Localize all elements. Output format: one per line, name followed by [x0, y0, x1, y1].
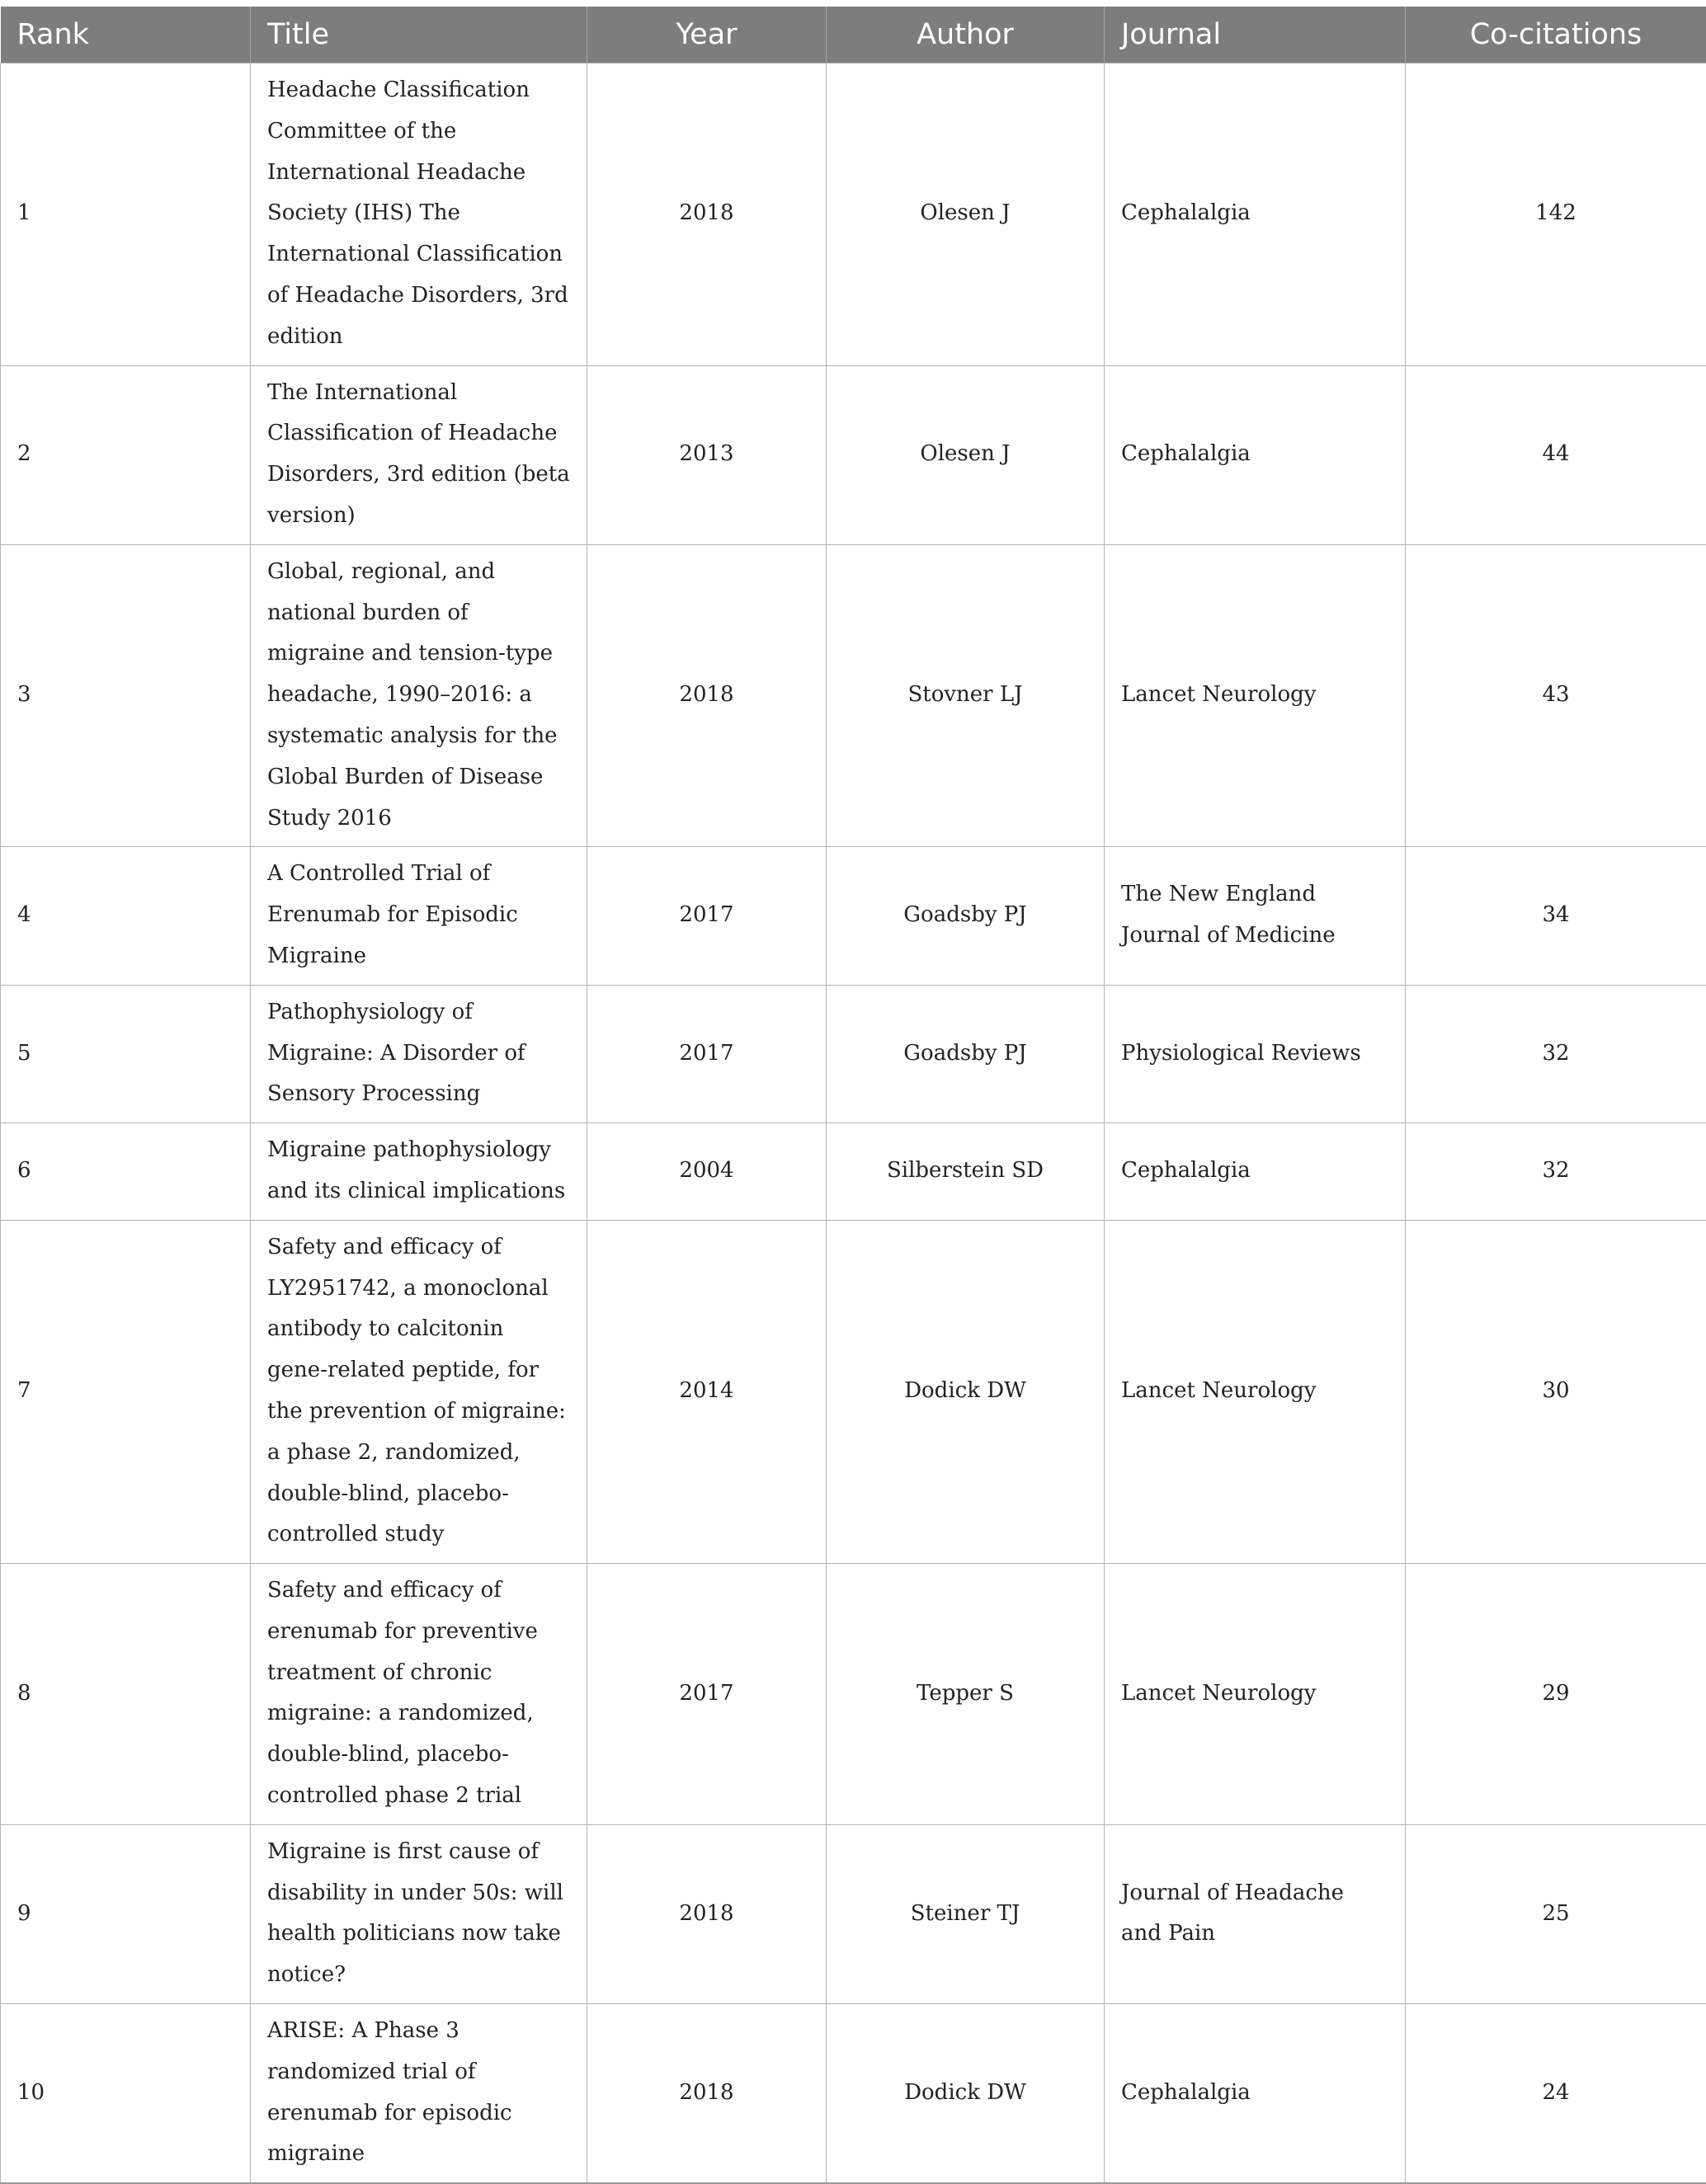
title-cell: A Controlled Trial of Erenumab for Episodic Migraine [251, 847, 587, 985]
year-cell: 2018 [587, 64, 827, 366]
journal-cell: The New England Journal of Medicine [1105, 847, 1406, 985]
cocitations-cell: 43 [1406, 544, 1706, 847]
year-cell: 2017 [587, 985, 827, 1123]
author-cell: Dodick DW [827, 2004, 1105, 2184]
cocitations-cell: 34 [1406, 847, 1706, 985]
year-cell: 2018 [587, 1824, 827, 2003]
cocitations-cell: 24 [1406, 2004, 1706, 2184]
author-cell: Olesen J [827, 64, 1105, 366]
table-row [1, 544, 1706, 847]
author-cell: Stovner LJ [827, 544, 1105, 847]
title-cell: The International Classification of Headache Disorders, 3rd edition (beta version) [251, 365, 587, 544]
journal-cell: Cephalalgia [1105, 365, 1406, 544]
co-citation-table [0, 7, 1706, 2184]
author-cell: Goadsby PJ [827, 847, 1105, 985]
title-cell: Safety and efficacy of erenumab for preventive treatment of chronic migraine: a randomized, double-blind, placebo-controlled phase 2 trial [251, 1564, 587, 1825]
table-row [1, 847, 1706, 985]
cocitations-cell: 29 [1406, 1564, 1706, 1825]
cocitations-cell: 44 [1406, 365, 1706, 544]
header-cocitations: Co-citations [1406, 7, 1706, 64]
year-cell: 2004 [587, 1123, 827, 1221]
author-cell: Steiner TJ [827, 1824, 1105, 2003]
cocitations-cell: 30 [1406, 1220, 1706, 1563]
table-row [1, 1564, 1706, 1825]
rank-cell: 1 [1, 64, 251, 366]
year-cell: 2013 [587, 365, 827, 544]
journal-cell: Journal of Headache and Pain [1105, 1824, 1406, 2003]
author-cell: Dodick DW [827, 1220, 1105, 1563]
author-cell: Tepper S [827, 1564, 1105, 1825]
header-title: Title [251, 7, 587, 64]
rank-cell: 8 [1, 1564, 251, 1825]
rank-cell: 4 [1, 847, 251, 985]
title-cell: Safety and efficacy of LY2951742, a monoclonal antibody to calcitonin gene-related peptide, for the prevention of migraine: a phase 2, randomized, double-blind, placebo-controlled study [251, 1220, 587, 1563]
table-row [1, 365, 1706, 544]
title-cell: Global, regional, and national burden of migraine and tension-type headache, 1990–2016: a systematic analysis for the Global Burden of Disease Study 2016 [251, 544, 587, 847]
title-cell: Migraine is first cause of disability in under 50s: will health politicians now take notice? [251, 1824, 587, 2003]
rank-cell: 9 [1, 1824, 251, 2003]
header-row [1, 7, 1706, 64]
rank-cell: 6 [1, 1123, 251, 1221]
table-row [1, 985, 1706, 1123]
rank-cell: 5 [1, 985, 251, 1123]
author-cell: Goadsby PJ [827, 985, 1105, 1123]
journal-cell: Lancet Neurology [1105, 1564, 1406, 1825]
header-author: Author [827, 7, 1105, 64]
rank-cell: 7 [1, 1220, 251, 1563]
header-journal: Journal [1105, 7, 1406, 64]
rank-cell: 2 [1, 365, 251, 544]
title-cell: Pathophysiology of Migraine: A Disorder of Sensory Processing [251, 985, 587, 1123]
author-cell: Olesen J [827, 365, 1105, 544]
header-rank: Rank [1, 7, 251, 64]
year-cell: 2018 [587, 544, 827, 847]
author-cell: Silberstein SD [827, 1123, 1105, 1221]
cocitations-cell: 25 [1406, 1824, 1706, 2003]
cocitations-cell: 32 [1406, 1123, 1706, 1221]
table-row [1, 1123, 1706, 1221]
year-cell: 2018 [587, 2004, 827, 2184]
table-row [1, 2004, 1706, 2184]
table-row [1, 64, 1706, 366]
cocitations-cell: 142 [1406, 64, 1706, 366]
journal-cell: Cephalalgia [1105, 64, 1406, 366]
rank-cell: 10 [1, 2004, 251, 2184]
journal-cell: Physiological Reviews [1105, 985, 1406, 1123]
rank-cell: 3 [1, 544, 251, 847]
year-cell: 2017 [587, 847, 827, 985]
title-cell: Migraine pathophysiology and its clinical implications [251, 1123, 587, 1221]
table-row [1, 1220, 1706, 1563]
year-cell: 2017 [587, 1564, 827, 1825]
year-cell: 2014 [587, 1220, 827, 1563]
journal-cell: Cephalalgia [1105, 1123, 1406, 1221]
title-cell: ARISE: A Phase 3 randomized trial of erenumab for episodic migraine [251, 2004, 587, 2184]
journal-cell: Lancet Neurology [1105, 1220, 1406, 1563]
cocitations-cell: 32 [1406, 985, 1706, 1123]
header-year: Year [587, 7, 827, 64]
table-row [1, 1824, 1706, 2003]
title-cell: Headache Classification Committee of the International Headache Society (IHS) The International Classification of Headache Disorders, 3rd edition [251, 64, 587, 366]
journal-cell: Lancet Neurology [1105, 544, 1406, 847]
journal-cell: Cephalalgia [1105, 2004, 1406, 2184]
